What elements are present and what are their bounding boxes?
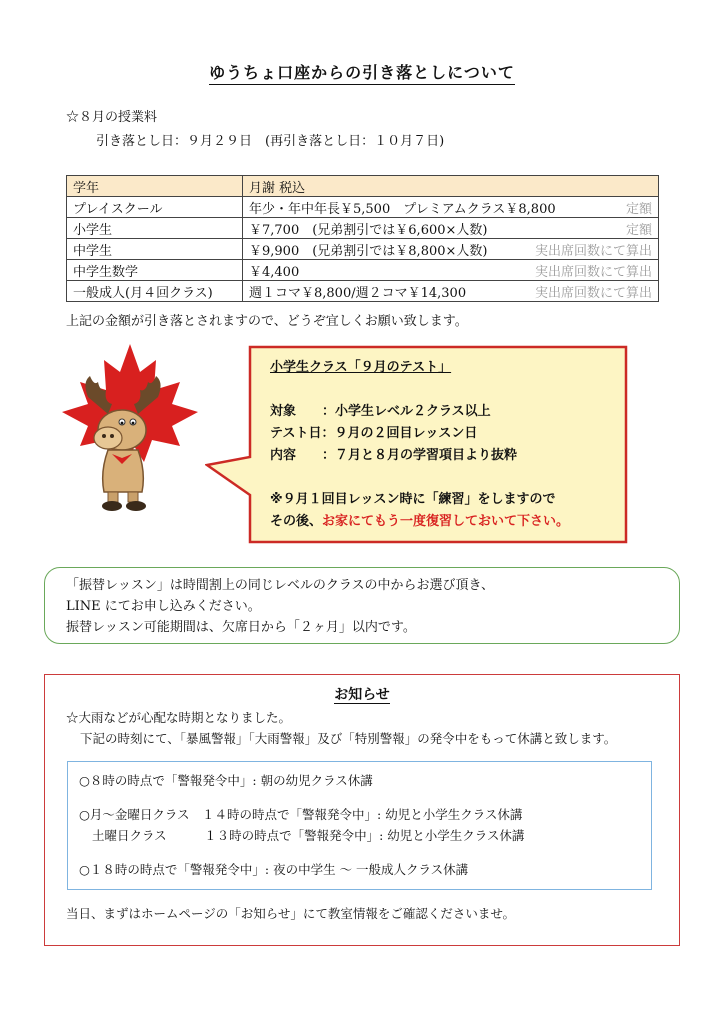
makeup-line1: 「振替レッスン」は時間割上の同じレベルのクラスの中からお選び頂き、 bbox=[66, 578, 494, 593]
rule-weekday: ○月～金曜日クラス １４時の時点で「警報発令中」: 幼児と小学生クラス休講 bbox=[79, 807, 523, 822]
test-notice bbox=[270, 357, 620, 533]
rule-saturday: 土曜日クラス １３時の時点で「警報発令中」: 幼児と小学生クラス休講 bbox=[92, 828, 525, 843]
price-cell: ￥7,700 (兄弟割引では￥6,600×人数) 定額 bbox=[243, 218, 659, 239]
test-notice-title: 小学生クラス「９月のテスト」 bbox=[270, 360, 452, 375]
withdrawal-date: 引き落とし日：９月２９日 (再引き落とし日：１０月７日) bbox=[96, 134, 445, 149]
price-cell: ￥9,900 (兄弟割引では￥8,800×人数) 実出席回数にて算出 bbox=[243, 239, 659, 260]
rule-morning: ○８時の時点で「警報発令中」: 朝の幼児クラス休講 bbox=[79, 773, 373, 788]
note-cell: 実出席回数にて算出 bbox=[534, 243, 652, 259]
moose-mascot-icon bbox=[60, 342, 200, 514]
makeup-lesson-text bbox=[66, 575, 494, 638]
grade-cell: 一般成人(月４回クラス) bbox=[67, 281, 243, 302]
grade-cell: プレイスクール bbox=[67, 197, 243, 218]
grade-cell: 小学生 bbox=[67, 218, 243, 239]
price-cell: ￥4,400 実出席回数にて算出 bbox=[243, 260, 659, 281]
note-cell: 定額 bbox=[625, 201, 652, 217]
table-row bbox=[67, 281, 659, 302]
test-note-line2: その後、お家にてもう一度復習しておいて下さい。 bbox=[270, 514, 570, 529]
grade-cell: 中学生 bbox=[67, 239, 243, 260]
note-cell: 定額 bbox=[625, 222, 652, 238]
header-grade: 学年 bbox=[67, 176, 243, 197]
table-row bbox=[67, 197, 659, 218]
test-content: 内容 ：７月と８月の学習項目より抜粋 bbox=[270, 448, 518, 463]
notice-footer: 当日、まずはホームページの「お知らせ」にて教室情報をご確認くださいませ。 bbox=[66, 906, 516, 921]
notice-intro2: 下記の時刻にて、「暴風警報」「大雨警報」及び「特別警報」の発令中をもって休講と致します。 bbox=[80, 731, 617, 746]
note-cell: 実出席回数にて算出 bbox=[534, 264, 652, 280]
note-cell: 実出席回数にて算出 bbox=[534, 285, 652, 301]
tuition-table bbox=[66, 175, 659, 302]
notice-intro1: ☆大雨などが心配な時期となりました。 bbox=[66, 710, 292, 725]
price-cell: 年少・年中年長￥5,500 プレミアムクラス￥8,800 定額 bbox=[243, 197, 659, 218]
test-note-line1: ※９月１回目レッスン時に「練習」をしますので bbox=[270, 492, 556, 507]
table-row bbox=[67, 239, 659, 260]
notice-title: お知らせ bbox=[334, 687, 390, 703]
test-date: テスト日：９月の２回目レッスン日 bbox=[270, 426, 478, 441]
table-row bbox=[67, 260, 659, 281]
rule-evening: ○１８時の時点で「警報発令中」: 夜の中学生 ～ 一般成人クラス休講 bbox=[79, 862, 469, 877]
table-header-row bbox=[67, 176, 659, 197]
price-cell: 週１コマ￥8,800/週２コマ￥14,300 実出席回数にて算出 bbox=[243, 281, 659, 302]
tuition-heading: ☆８月の授業料 bbox=[66, 110, 158, 125]
tuition-footer: 上記の金額が引き落とされますので、どうぞ宜しくお願い致します。 bbox=[66, 314, 468, 329]
grade-cell: 中学生数学 bbox=[67, 260, 243, 281]
page-title: ゆうちょ口座からの引き落としについて bbox=[0, 60, 724, 83]
makeup-line3: 振替レッスン可能期間は、欠席日から「２ヶ月」以内です。 bbox=[66, 620, 416, 635]
header-fee: 月謝 税込 bbox=[243, 176, 659, 197]
test-target: 対象 ：小学生レベル２クラス以上 bbox=[270, 404, 491, 419]
table-row bbox=[67, 218, 659, 239]
makeup-line2: LINE にてお申し込みください。 bbox=[66, 599, 261, 614]
test-note-emphasis: お家にてもう一度復習しておいて下さい。 bbox=[322, 514, 570, 529]
